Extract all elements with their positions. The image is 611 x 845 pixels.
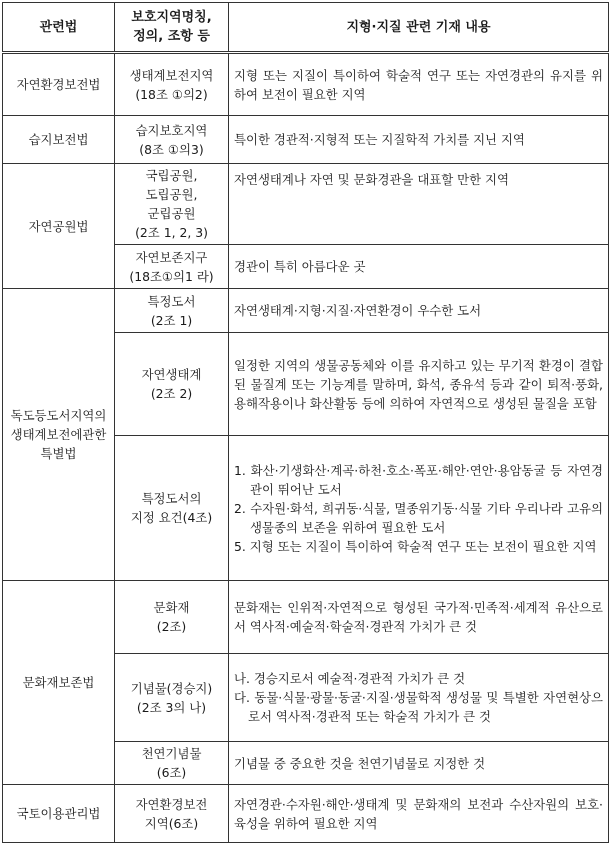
name-cell xyxy=(115,654,229,742)
name-line: (2조 1, 2, 3) xyxy=(135,225,208,240)
desc-cell: 자연생태계·지형·지질·자연환경이 우수한 도서 xyxy=(229,289,609,333)
name-line: 문화재 xyxy=(153,600,190,615)
name-line: (18조 ①의2) xyxy=(135,86,208,102)
table-row xyxy=(3,53,609,116)
desc-cell: 특이한 경관적·지형적 또는 지질학적 가치를 지닌 지역 xyxy=(229,116,609,164)
desc-cell: 경관이 특히 아름다운 곳 xyxy=(229,245,609,289)
header-name-line: 보호지역명칭, xyxy=(131,10,212,25)
name-line: 자연생태계 xyxy=(141,367,202,382)
table-row xyxy=(3,289,609,333)
list-item: 2. 수자원·화석, 희귀동·식물, 멸종위기동·식물 기타 우리나라 고유의 생물종의 보존을 위하여 필요한 도서 xyxy=(234,500,603,535)
desc-cell: 문화재는 인위적·자연적으로 형성된 국가적·민족적·세계적 유산으로서 역사적·예술적·학술적·경관적 가치가 큰 것 xyxy=(229,581,609,654)
name-line: (6조) xyxy=(156,765,187,780)
name-line: 군립공원 xyxy=(147,206,196,221)
name-cell xyxy=(115,785,229,843)
name-cell xyxy=(115,436,229,581)
desc-cell: 자연경관·수자원·해안·생태계 및 문화재의 보전과 수산자원의 보호·육성을 위하여 필요한 지역 xyxy=(229,785,609,843)
law-cell: 자연공원법 xyxy=(3,164,115,289)
name-line: (8조 ①의3) xyxy=(139,141,204,157)
name-line: (2조 1) xyxy=(150,312,193,328)
table-row xyxy=(3,581,609,654)
desc-cell: 기념물 중 중요한 것을 천연기념물로 지정한 것 xyxy=(229,742,609,785)
name-cell xyxy=(115,245,229,289)
name-cell xyxy=(115,742,229,785)
name-line: 자연보존지구 xyxy=(135,249,208,265)
list-item: 5. 지형 또는 지질이 특이하여 학술적 연구 또는 보전이 필요한 지역 xyxy=(234,538,597,554)
name-line: 습지보호지역 xyxy=(135,122,208,138)
name-cell xyxy=(115,53,229,116)
name-line: 생태계보전지역 xyxy=(129,67,214,83)
name-line: 지정 요건(4조) xyxy=(130,510,213,525)
list-item: 1. 화산·기생화산·계곡·하천·호소·폭포·해안·연안·용암동굴 등 자연경관이 뛰어난 도서 xyxy=(234,462,603,497)
law-cell: 문화재보존법 xyxy=(3,581,115,785)
table-row xyxy=(3,785,609,843)
name-cell xyxy=(115,581,229,654)
name-line: 천연기념물 xyxy=(141,746,202,761)
law-cell: 습지보전법 xyxy=(3,116,115,164)
law-cell: 자연환경보전법 xyxy=(3,53,115,116)
name-line: 특정도서 xyxy=(147,293,196,309)
desc-cell: 일정한 지역의 생물공동체와 이를 유지하고 있는 무기적 환경이 결합된 물질계 또는 기능계를 말하며, 화석, 종유석 등과 같이 퇴적·풍화, 용해작용이나 화산활동 등에 의하여 자연적으로 생성된 물질을 포함 xyxy=(229,333,609,436)
law-table xyxy=(2,2,609,843)
table-row xyxy=(3,164,609,245)
name-cell xyxy=(115,289,229,333)
desc-cell xyxy=(229,436,609,581)
name-line: 특정도서의 xyxy=(141,491,202,506)
name-line: (18조①의1 라) xyxy=(129,268,214,284)
name-line: 국립공원, xyxy=(145,168,198,183)
name-line: 기념물(경승지) xyxy=(130,680,213,696)
header-name-line: 정의, 조항 등 xyxy=(133,29,210,44)
name-line: (2조 3의 나) xyxy=(136,699,207,715)
name-line: (2조 2) xyxy=(150,386,193,401)
header-desc: 지형·지질 관련 기재 내용 xyxy=(229,3,609,53)
header-law: 관련법 xyxy=(3,3,115,53)
table-row xyxy=(3,116,609,164)
name-line: 자연환경보전 xyxy=(135,796,208,812)
name-line: (2조) xyxy=(156,619,187,634)
law-cell: 독도등도서지역의생태계보전에관한특별법 xyxy=(3,289,115,581)
list-item: 다. 동물·식물·광물·동굴·지질·생물학적 생성물 및 특별한 자연현상으로서 역사적·경관적 또는 학술적 가치가 큰 것 xyxy=(234,690,603,724)
table-header-row xyxy=(3,3,609,53)
desc-cell xyxy=(229,654,609,742)
desc-cell: 지형 또는 지질이 특이하여 학술적 연구 또는 자연경관의 유지를 위하여 보전이 필요한 지역 xyxy=(229,53,609,116)
desc-cell: 자연생태계나 자연 및 문화경관을 대표할 만한 지역 xyxy=(229,164,609,245)
name-cell xyxy=(115,164,229,245)
law-cell: 국토이용관리법 xyxy=(3,785,115,843)
list-item: 나. 경승지로서 예술적·경관적 가치가 큰 것 xyxy=(234,671,466,686)
name-line: 지역(6조) xyxy=(144,815,199,831)
header-name xyxy=(115,3,229,53)
name-cell xyxy=(115,116,229,164)
name-cell xyxy=(115,333,229,436)
name-line: 도립공원, xyxy=(145,187,198,202)
